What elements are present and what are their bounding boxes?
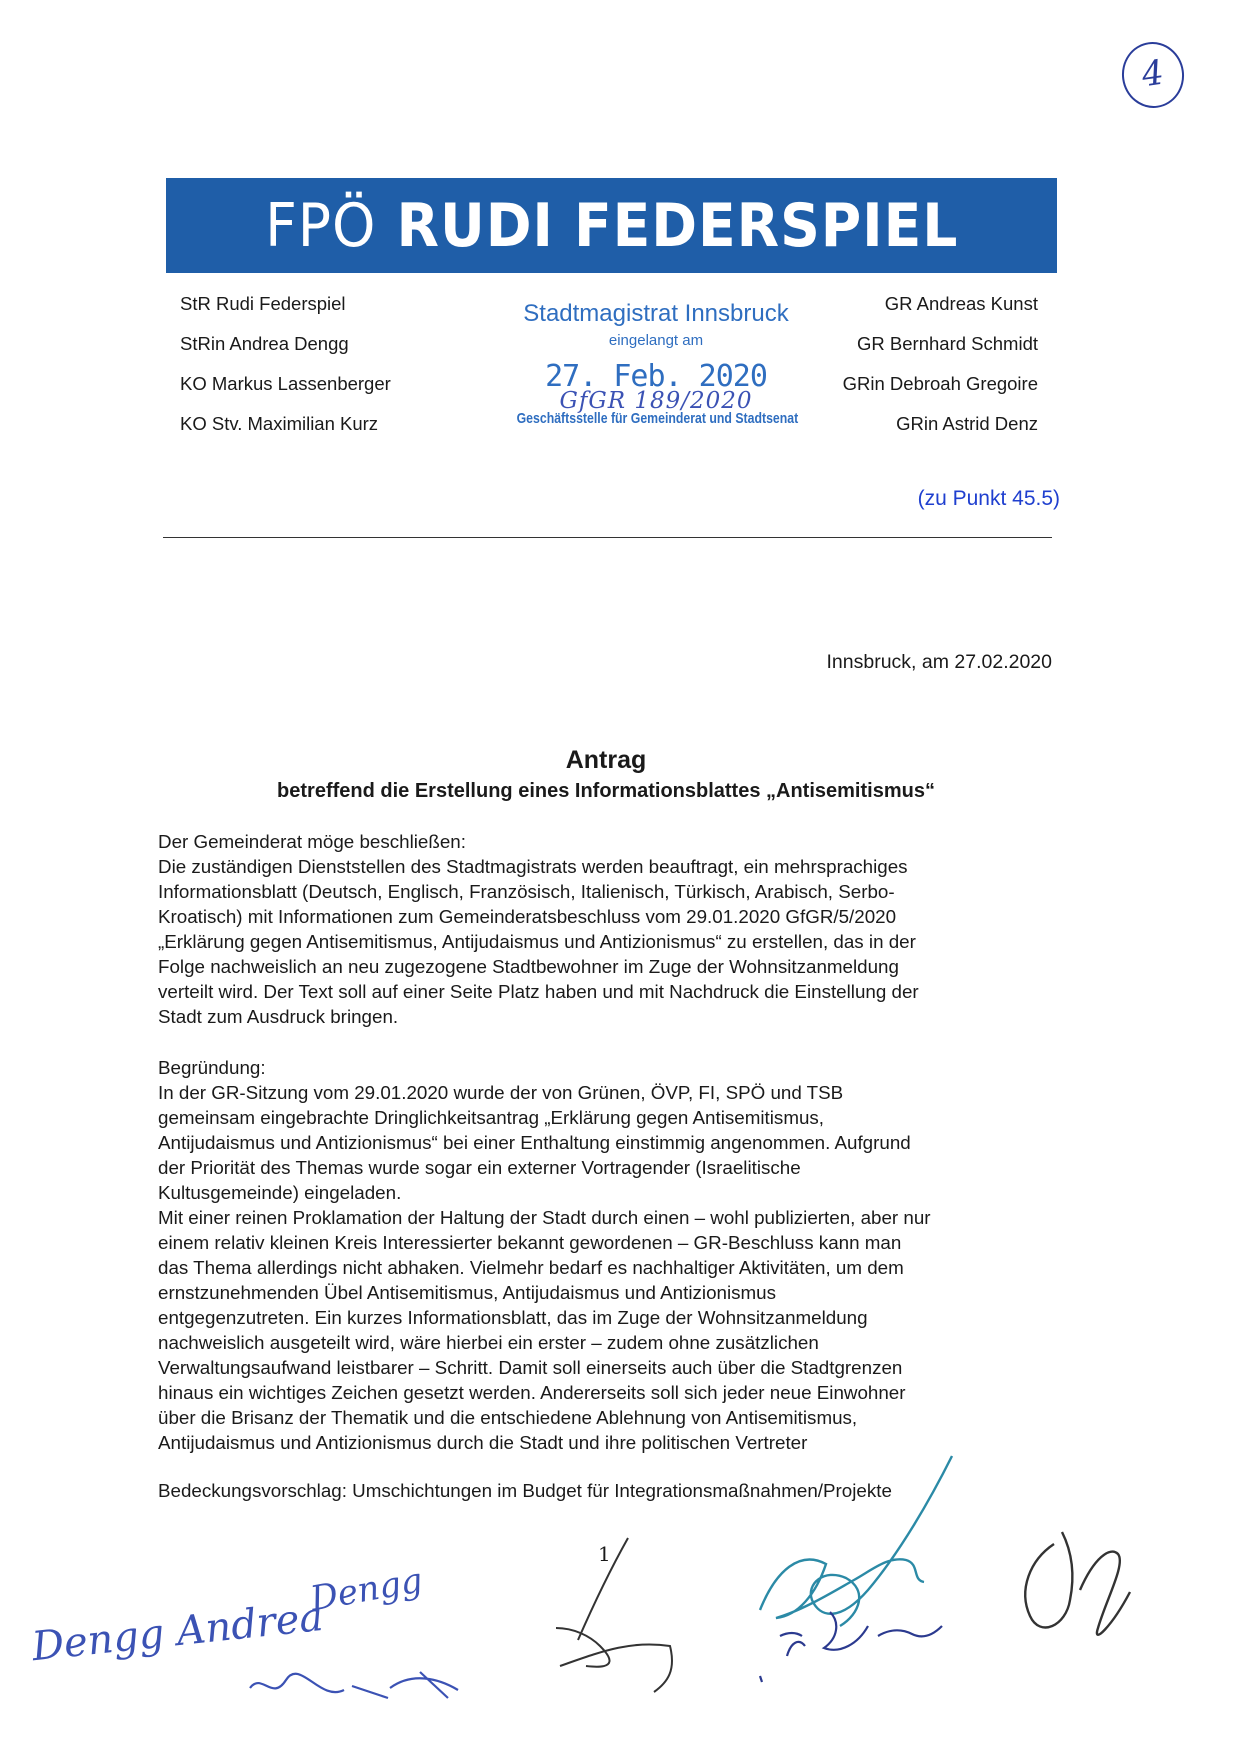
member-name: StR Rudi Federspiel	[180, 293, 346, 314]
text-line: der Priorität des Themas wurde sogar ein externer Vortragender (Israelitische	[158, 1157, 801, 1178]
text-line: Folge nachweislich an neu zugezogene Stadtbewohner im Zuge der Wohnsitzanmeldung	[158, 956, 899, 977]
text-line: über die Brisanz der Thematik und die entschiedene Ablehnung von Antisemitismus,	[158, 1407, 858, 1428]
banner-party: FPÖ	[264, 190, 377, 261]
member-name: GR Andreas Kunst	[884, 293, 1038, 314]
document-subtitle: betreffend die Erstellung eines Informationsblattes „Antisemitismus“	[277, 780, 935, 802]
text-line: einem relativ kleinen Kreis Interessierter bekannt gewordenen – GR-Beschluss kann man	[158, 1232, 902, 1253]
text-line: Die zuständigen Dienststellen des Stadtmagistrats werden beauftragt, ein mehrsprachiges	[158, 856, 908, 877]
received-stamp	[486, 300, 826, 427]
member-name: KO Stv. Maximilian Kurz	[180, 413, 379, 434]
signature-left-text: Dengg Andrea	[29, 1593, 326, 1671]
document-title: Antrag	[565, 746, 647, 774]
stamp-department: Geschäftsstelle für Gemeinderat und Stadtsenat	[516, 410, 799, 427]
text-line: Der Gemeinderat möge beschließen:	[158, 831, 466, 852]
resolution-text	[158, 829, 1054, 1029]
text-line: verteilt wird. Der Text soll auf einer Seite Platz haben und mit Nachdruck die Einstellung der	[158, 981, 919, 1002]
page-number-annotation	[1118, 38, 1189, 112]
stamp-office: Stadtmagistrat Innsbruck	[523, 300, 789, 327]
member-name: KO Markus Lassenberger	[180, 373, 391, 394]
stamp-date: 27. Feb. 2020	[545, 359, 767, 394]
text-line: entgegenzutreten. Ein kurzes Informationsblatt, das im Zuge der Wohnsitzanmeldung	[158, 1307, 868, 1328]
footer-page-number: 1	[598, 1542, 611, 1566]
signature-right	[1025, 1532, 1130, 1635]
signatures-area	[0, 1440, 1240, 1740]
text-line: Informationsblatt (Deutsch, Englisch, Französisch, Italienisch, Türkisch, Arabisch, Serbo-	[158, 881, 895, 902]
text-line: Kultusgemeinde) eingeladen.	[158, 1182, 402, 1203]
member-name: StRin Andrea Dengg	[180, 333, 349, 354]
signature-center	[556, 1538, 672, 1692]
page-number-annotation-text: 4	[1139, 52, 1167, 96]
stamp-reference: GfGR 189/2020	[559, 388, 753, 414]
header-banner	[166, 178, 1057, 273]
members-list-left	[180, 284, 480, 444]
text-line: ernstzunehmenden Übel Antisemitismus, Antijudaismus und Antizionismus	[158, 1282, 777, 1303]
text-line: Antijudaismus und Antizionismus“ bei einer Enthaltung einstimmig angenommen. Aufgrund	[158, 1132, 911, 1153]
header-divider	[163, 537, 1052, 538]
member-name: GR Bernhard Schmidt	[857, 333, 1038, 354]
signature-teal	[760, 1456, 952, 1626]
banner-name: RUDI FEDERSPIEL	[396, 190, 959, 261]
text-line: In der GR-Sitzung vom 29.01.2020 wurde der von Grünen, ÖVP, FI, SPÖ und TSB	[158, 1082, 844, 1103]
text-line: Kroatisch) mit Informationen zum Gemeinderatsbeschluss vom 29.01.2020 GfGR/5/2020	[158, 906, 897, 927]
justification-text	[158, 1055, 1054, 1455]
text-line: „Erklärung gegen Antisemitismus, Antijudaismus und Antizionismus“ zu erstellen, das in der	[158, 931, 916, 952]
signature-bottom-left	[250, 1672, 458, 1698]
text-line: Stadt zum Ausdruck bringen.	[158, 1006, 399, 1027]
coverage-proposal: Bedeckungsvorschlag: Umschichtungen im Budget für Integrationsmaßnahmen/Projekte	[158, 1480, 892, 1501]
date-line: Innsbruck, am 27.02.2020	[826, 651, 1052, 673]
text-line: Verwaltungsaufwand leistbarer – Schritt. Damit soll einerseits auch über die Stadtgrenzen	[158, 1357, 903, 1378]
member-name: GRin Debroah Gregoire	[842, 373, 1038, 394]
text-line: Mit einer reinen Proklamation der Haltung der Stadt durch einen – wohl publizierten, aber nur	[158, 1207, 931, 1228]
signature-denz	[760, 1612, 942, 1682]
agenda-reference: (zu Punkt 45.5)	[917, 487, 1060, 510]
member-name: GRin Astrid Denz	[896, 413, 1038, 434]
banner-title	[265, 191, 958, 261]
text-line: das Thema allerdings nicht abhaken. Vielmehr bedarf es nachhaltiger Aktivitäten, um dem	[158, 1257, 904, 1278]
text-line: gemeinsam eingebrachte Dringlichkeitsantrag „Erklärung gegen Antisemitismus,	[158, 1107, 825, 1128]
text-line: nachweislich ausgeteilt wird, wäre hierbei ein erster – zudem ohne zusätzlichen	[158, 1332, 819, 1353]
stamp-received-label: eingelangt am	[608, 332, 704, 349]
text-line: hinaus ein wichtiges Zeichen gesetzt werden. Andererseits soll sich jeder neue Einwohner	[158, 1382, 906, 1403]
signature-left-upper: Dengg	[307, 1560, 426, 1620]
text-line: Begründung:	[158, 1057, 266, 1078]
text-line: Antijudaismus und Antizionismus durch die Stadt und ihre politischen Vertreter	[158, 1432, 808, 1453]
